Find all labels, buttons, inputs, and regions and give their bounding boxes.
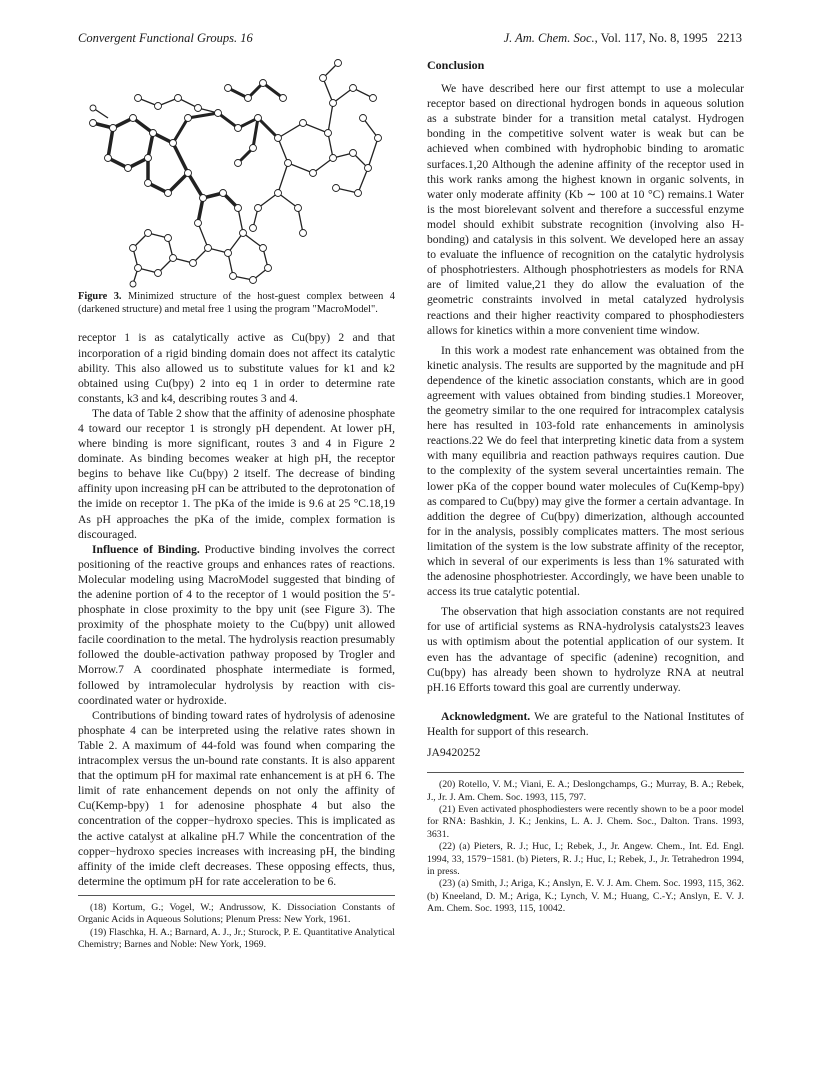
figure-3-molecular-structure bbox=[78, 58, 395, 288]
figure-caption: Figure 3. Minimized structure of the host-guest complex between 4 (darkened structure) and metal free 1 using the program "MacroModel". bbox=[78, 291, 395, 316]
paragraph: In this work a modest rate enhancement was obtained from the kinetic analysis. The results are supported by the magnitude and pH dependence of the kinetic association constants, which are in good agreement with values obtained from binding studies.1 Moreover, the geometry similar to the one required for intracomplex catalysis here has resulted in 103-fold rate enhancements in aminolysis reactions.22 We do feel that interpreting kinetic data from a system with many equilibria and reaction pathways requires caution. Due to the complexity of the system several uncertainties remain. The lower pKa of the copper bound water molecules of Cu(Kemp-bpy) as compared to Cu(bpy) may give the former a certain advantage. In addition the degree of Cu(bpy) dimerization, although accounted for in the analysis, possibly complicates matters. The most serious limitation of the system is the low substrate affinity of the receptor, which in several of our experiments is less than 1% saturated with the adenosine phosphotriester. Accordingly, we have been unable to access its true catalytic potential. bbox=[427, 343, 744, 599]
footnote-divider bbox=[78, 895, 395, 896]
right-column bbox=[427, 58, 744, 916]
paragraph: The data of Table 2 show that the affinity of adenosine phosphate 4 toward our receptor 1 is strongly pH dependent. At lower pH, where binding is more significant, routes 3 and 4 in Figure 2 dominate. As binding becomes weaker at high pH, the receptor begins to behave like Cu(bpy) 2 itself. The decrease of binding affinity upon increasing pH can be attributed to the deprotonation of the imide on receptor 1. The pKa of the imide is 9.6 at 25 °C.18,19 As pH approaches the pKa of the imide, complex formation is discouraged. bbox=[78, 406, 396, 541]
paragraph: We have described here our first attempt to use a molecular receptor based on directional hydrogen bonds in aqueous solution as a substrate binder for a transition metal catalyst. Hydrogen bonding in the competitive solvent water is weak but can be achieved when combined with hydrophobic binding to aromatic surfaces.1,20 Although the adenine affinity of the receptor used in this work ranks among the highest known in organic solvents, in water only moderate affinity (Kb ∼ 100 at 10 °C) remains.1 Water is the most biorelevant solvent and therefore a successful enzyme model should exhibit substrate recognition (involving also H-bonding) and catalysis in this solvent. We developed here an assay to evaluate the influence of recognition on the catalytic hydrolysis of phosphotriesters. Although phosphotriesters as models for RNA are of limited value,21 they do allow the evaluation of the geometric constraints involved in metal catalyzed hydrolysis reactions and their higher reactivity compared to phosphodiesters allows for kinetics within a more convenient time window. bbox=[427, 82, 744, 337]
paragraph-influence-of-binding: Influence of Binding. Productive binding involves the correct positioning of the reactive groups and enhances rates of reactions. Molecular modeling using MacroModel suggested that binding of the adenine portion of 4 to the receptor of 1 would position the 5′-phosphate in close proximity to the bpy unit (see Figure 3). The proximity of the phosphate moiety to the Cu(bpy) unit allowed facile coordination to the metal. The hydrolysis reaction presumably followed the double-activation pathway proposed by Trogler and Morrow.7 A coordinated phosphate intermediate is formed, followed by intramolecular hydrolysis by reaction with cis-coordinated water or hydroxide. bbox=[78, 542, 395, 707]
footnote-23: (23) (a) Smith, J.; Ariga, K.; Anslyn, E. V. J. Am. Chem. Soc. 1993, 115, 362. (b) Kneeland, D. M.; Ariga, K.; Lynch, V. M.; Huang, C.-Y.; Anslyn, E. V. J. Am. Chem. Soc. 1993, 115, 10042. bbox=[427, 878, 744, 915]
footnote-19: (19) Flaschka, H. A.; Barnard, A. J., Jr.; Sturock, P. E. Quantitative Analytical Chemistry; Barnes and Noble: New York, 1969. bbox=[78, 926, 395, 951]
footnotes-right bbox=[427, 779, 744, 915]
section-heading-conclusion: Conclusion bbox=[427, 58, 485, 72]
footnote-22: (22) (a) Pieters, R. J.; Huc, I.; Rebek, J., Jr. Angew. Chem., Int. Ed. Engl. 1994, 33, 1579−1581. (b) Pieters, R. J.; Huc, I.; Rebek, J., Jr. Tetrahedron 1994, in press. bbox=[427, 841, 744, 877]
molecule-illustration bbox=[78, 58, 395, 288]
footnote-21: (21) Even activated phosphodiesters were recently shown to be a poor model for RNA: Bashkin, J. K.; Jenkins, L. A. J. Chem. Soc., Dalton. Trans. 1993, 3631. bbox=[427, 803, 744, 840]
paragraph: The observation that high association constants are not required for use of artificial systems as RNA-hydrolysis catalysts23 leaves us with optimism about the potential application of our system. It even has the advantage of specific (adenine) recognition, and Cu(bpy) has already been shown to hydrolyze RNA at neutral pH.16 Efforts toward this goal are currently underway. bbox=[427, 605, 744, 694]
manuscript-code: JA9420252 bbox=[427, 746, 481, 760]
footnotes-left bbox=[78, 902, 395, 952]
running-header-title: Convergent Functional Groups. 16 bbox=[78, 31, 253, 45]
footnote-divider bbox=[427, 772, 744, 773]
running-header-journal: J. Am. Chem. Soc., Vol. 117, No. 8, 1995 2213 bbox=[503, 31, 742, 45]
acknowledgment: Acknowledgment. We are grateful to the National Institutes of Health for support of this research. bbox=[427, 709, 744, 738]
left-column bbox=[78, 58, 395, 952]
footnote-18: (18) Kortum, G.; Vogel, W.; Andrussow, K. Dissociation Constants of Organic Acids in Aqueous Solutions; Plenum Press: New York, 1961. bbox=[78, 901, 395, 926]
paragraph: Contributions of binding toward rates of hydrolysis of adenosine phosphate 4 can be interpreted using the relative rates shown in Table 2. A maximum of 44-fold was found when comparing the intracomplex versus the un-bound rate constants. It is also apparent that the optimum pH for maximal rate enhancement is at pH 6. The limit of rate enhancement depends on not only the affinity of Cu(Kemp-bpy) 1 for adenosine phosphate 4 but also the concentration of the copper−hydroxo species. This is implicated as the active catalyst at alkaline pH.7 While the concentration of the copper−hydroxo species increases with increasing pH, the binding affinity of the imide cleft decreases. These opposing effects, thus, determine the optimum pH for rate acceleration to be 6. bbox=[78, 708, 395, 888]
paragraph: receptor 1 is as catalytically active as Cu(bpy) 2 and that incorporation of a rigid binding domain does not affect its catalytic ability. This also allowed us to substitute values for k1 and k2 obtained using Cu(bpy) 2 into eq 1 in order to determine rate constants, k3 and k4, describing routes 3 and 4. bbox=[78, 331, 395, 405]
footnote-20: (20) Rotello, V. M.; Viani, E. A.; Deslongchamps, G.; Murray, B. A.; Rebek, J., Jr. J. Am. Chem. Soc. 1993, 115, 797. bbox=[427, 779, 744, 803]
